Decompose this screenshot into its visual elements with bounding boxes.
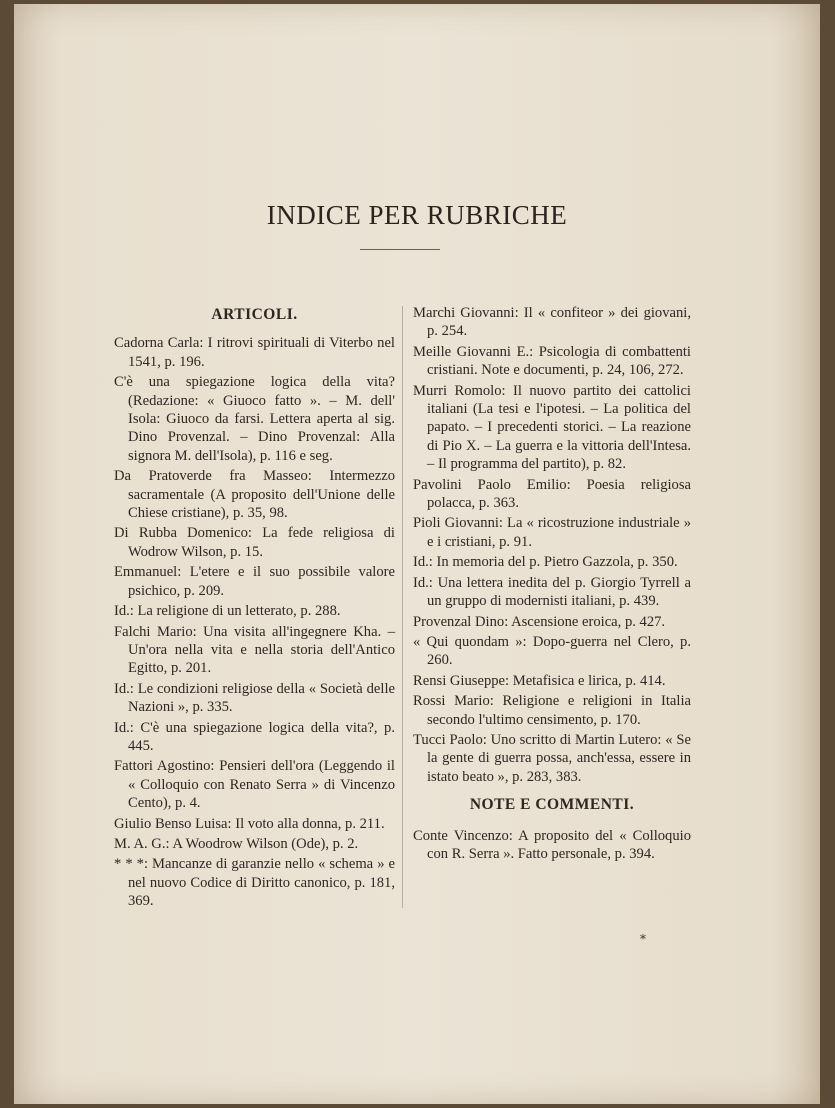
index-entry: Pioli Giovanni: La « ricostruzione industriale » e i cristiani, p. 91. — [413, 515, 691, 550]
index-entry: Conte Vincenzo: A proposito del « Colloquio con R. Serra ». Fatto personale, p. 394. — [413, 827, 691, 862]
index-entry: Provenzal Dino: Ascensione eroica, p. 427. — [413, 613, 666, 630]
column-divider — [402, 306, 403, 908]
index-entry: Emmanuel: L'etere e il suo possibile valore psichico, p. 209. — [114, 564, 395, 599]
index-entry: Giulio Benso Luisa: Il voto alla donna, p. 211. — [114, 815, 385, 832]
index-entry: Cadorna Carla: I ritrovi spirituali di Viterbo nel 1541, p. 196. — [114, 335, 395, 370]
index-entry: Tucci Paolo: Uno scritto di Martin Lutero: « Se la gente di guerra possa, anch'essa, essere in istato beato », p. 283, 383. — [413, 731, 691, 785]
index-entry: Rossi Mario: Religione e religioni in Italia secondo l'ultimo censimento, p. 170. — [413, 693, 691, 728]
index-entry: C'è una spiegazione logica della vita? (Redazione: « Giuoco fatto ». – M. dell' Isola: Giuoco da farsi. Lettera aperta al sig. Dino Provenzal. – Dino Provenzal: Alla signora M. dell'Isola), p. 116 e seg. — [114, 374, 395, 464]
index-entry: Di Rubba Domenico: La fede religiosa di Wodrow Wilson, p. 15. — [114, 525, 395, 560]
index-entry: Marchi Giovanni: Il « confiteor » dei giovani, p. 254. — [413, 305, 691, 340]
index-entry: Id.: Una lettera inedita del p. Giorgio Tyrrell a un gruppo di modernisti italiani, p. 439. — [413, 574, 691, 610]
index-entry: Id.: In memoria del p. Pietro Gazzola, p. 350. — [413, 554, 678, 571]
document-page — [14, 4, 820, 1104]
title-rule — [360, 249, 440, 250]
index-entry: Id.: Le condizioni religiose della « Società delle Nazioni », p. 335. — [114, 680, 395, 716]
index-entry: Meille Giovanni E.: Psicologia di combattenti cristiani. Note e documenti, p. 24, 106, 272. — [413, 343, 691, 379]
index-entry: Rensi Giuseppe: Metafisica e lirica, p. 414. — [413, 672, 666, 689]
page-title: INDICE PER RUBRICHE — [266, 200, 568, 230]
index-entry: Pavolini Paolo Emilio: Poesia religiosa polacca, p. 363. — [413, 476, 691, 512]
section-heading-note-e-commenti: NOTE E COMMENTI. — [469, 796, 635, 814]
left-column — [114, 304, 395, 913]
index-entry: Id.: La religione di un letterato, p. 288. — [114, 603, 341, 620]
index-entry: « Qui quondam »: Dopo-guerra nel Clero, p. 260. — [413, 633, 691, 669]
index-entry: * * *: Mancanze di garanzie nello « schema » e nel nuovo Codice di Diritto canonico, p. 181, 369. — [114, 856, 395, 910]
index-entry: Murri Romolo: Il nuovo partito dei cattolici italiani (La tesi e l'ipotesi. – La politica del papato. – I precedenti storici. – La reazione di Pio X. – La guerra e la vittoria dell'Intesa. – Il programma del partito), p. 82. — [413, 382, 691, 473]
section-heading-articoli: ARTICOLI. — [211, 306, 298, 323]
index-entry: Falchi Mario: Una visita all'ingegnere Kha. – Un'ora nella vita e nella storia dell'Antico Egitto, p. 201. — [114, 623, 395, 677]
asterism-mark: * — [640, 932, 646, 946]
index-entry: M. A. G.: A Woodrow Wilson (Ode), p. 2. — [114, 835, 359, 852]
right-column — [413, 304, 691, 865]
index-entry: Fattori Agostino: Pensieri dell'ora (Leggendo il « Colloquio con Renato Serra » di Vincenzo Cento), p. 4. — [114, 758, 395, 812]
index-entry: Da Pratoverde fra Masseo: Intermezzo sacramentale (A proposito dell'Unione delle Chiese cristiane), p. 35, 98. — [114, 468, 395, 522]
index-entry: Id.: C'è una spiegazione logica della vita?, p. 445. — [114, 719, 395, 754]
